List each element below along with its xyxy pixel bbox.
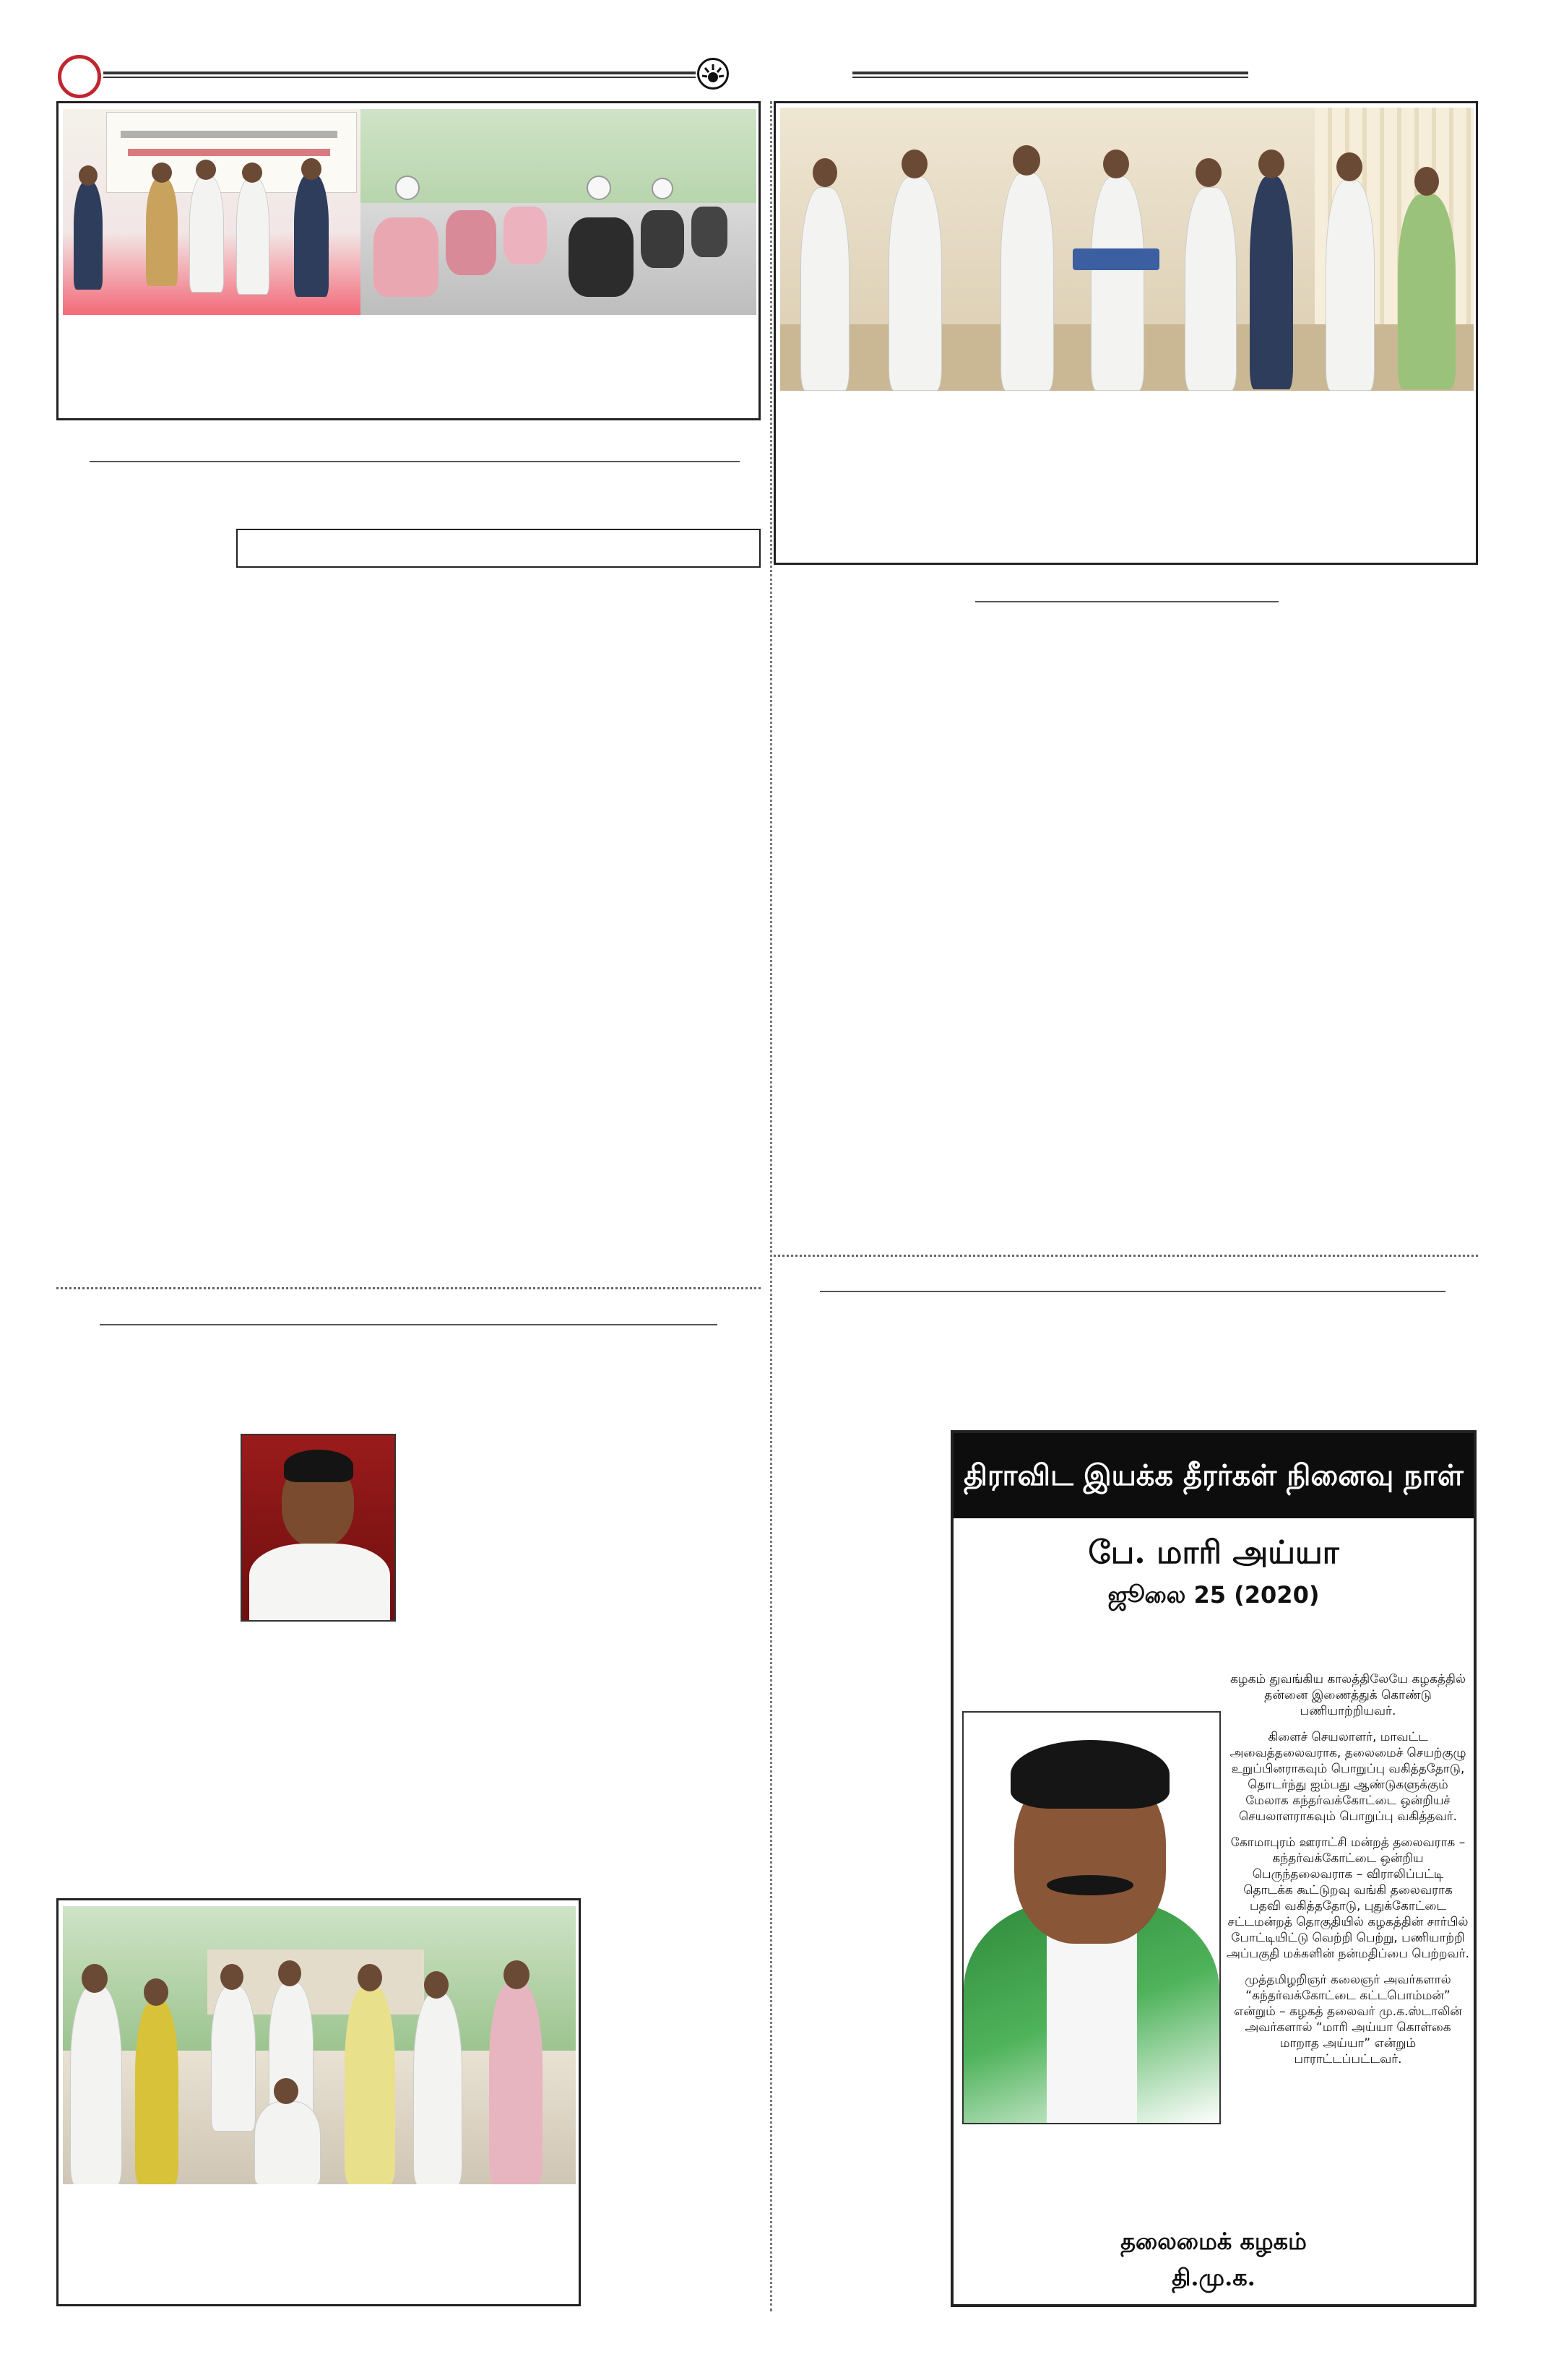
obituary-paragraph: கழகம் துவங்கிய காலத்திலேயே கழகத்தில் தன்னை இணைத்துக் கொண்டு பணியாற்றியவர். bbox=[1230, 1672, 1466, 1718]
story-box-bottom-left bbox=[56, 1898, 581, 2306]
masthead-rule-right bbox=[852, 72, 1248, 74]
obituary-paragraph: கோமாபுரம் ஊராட்சி மன்றத் தலைவராக – கந்தர்வக்கோட்டை ஒன்றிய பெருந்தலைவராக – விராலிப்பட்டி தொடக்க கூட்டுறவு வங்கி தலைவராக பதவி வகித்ததோடு, புதுக்கோட்டை சட்டமன்றத் தொகுதியில் கழகத்தின் சார்பில் போட்டியிட்டு வெற்றி பெற்று, பணியாற்றி அப்பகுதி மக்களின் நன்மதிப்பை பெற்றவர். bbox=[1227, 1835, 1470, 1961]
rule-left-1 bbox=[90, 461, 740, 462]
masthead-rule-right-thin bbox=[852, 77, 1248, 78]
groundbreaking-ceremony-photo bbox=[63, 1906, 576, 2184]
rule-right-1 bbox=[975, 601, 1279, 602]
obituary-header: திராவிட இயக்க தீரர்கள் நினைவு நாள் bbox=[954, 1433, 1474, 1518]
masthead-rule-left-thin bbox=[103, 77, 696, 78]
party-member-portrait-photo bbox=[241, 1434, 396, 1622]
caption-box-left bbox=[236, 529, 761, 568]
section-divider-right bbox=[774, 1255, 1478, 1257]
masthead-circle bbox=[58, 55, 101, 98]
obituary-date: ஜூலை 25 (2020) bbox=[1107, 1581, 1320, 1609]
obituary-box bbox=[951, 1430, 1477, 2307]
column-divider bbox=[770, 101, 772, 2311]
section-divider-left bbox=[56, 1287, 761, 1289]
obituary-name: பே. மாரி அய்யா bbox=[1088, 1534, 1339, 1571]
chief-minister-receives-book-photo bbox=[780, 108, 1474, 391]
obituary-biography bbox=[1227, 1671, 1469, 2077]
rising-sun-emblem-icon bbox=[697, 58, 729, 90]
obituary-paragraph: கிளைச் செயலாளர், மாவட்ட அவைத்தலைவராக, தலைமைச் செயற்குழு உறுப்பினராகவும் பொறுப்பு வகித்ததோடு, தொடர்ந்து ஐம்பது ஆண்டுகளுக்கும் மேலாக கந்தர்வக்கோட்டை ஒன்றியச் செயலாளராகவும் பொறுப்பு வகித்தவர். bbox=[1229, 1730, 1466, 1824]
masthead-rule-left bbox=[103, 72, 696, 74]
story-box-top-left bbox=[56, 101, 761, 420]
mari-ayya-portrait-photo bbox=[962, 1711, 1221, 2124]
rule-right-2 bbox=[820, 1291, 1445, 1292]
rule-left-2 bbox=[100, 1324, 717, 1325]
obituary-footer-line1: தலைமைக் கழகம் bbox=[1120, 2228, 1307, 2255]
obituary-footer-line2: தி.மு.க. bbox=[1172, 2264, 1255, 2291]
police-women-vehicle-flagoff-photo bbox=[63, 109, 756, 315]
story-box-top-right bbox=[774, 101, 1478, 565]
obituary-paragraph: முத்தமிழறிஞர் கலைஞர் அவர்களால் “கந்தர்வக்கோட்டை கட்டபொம்மன்” என்றும் – கழகத் தலைவர் மு.க.ஸ்டாலின் அவர்களால் “மாரி அய்யா கொள்கை மாறாத அய்யா” என்றும் பாராட்டப்பட்டவர். bbox=[1234, 1973, 1462, 2067]
